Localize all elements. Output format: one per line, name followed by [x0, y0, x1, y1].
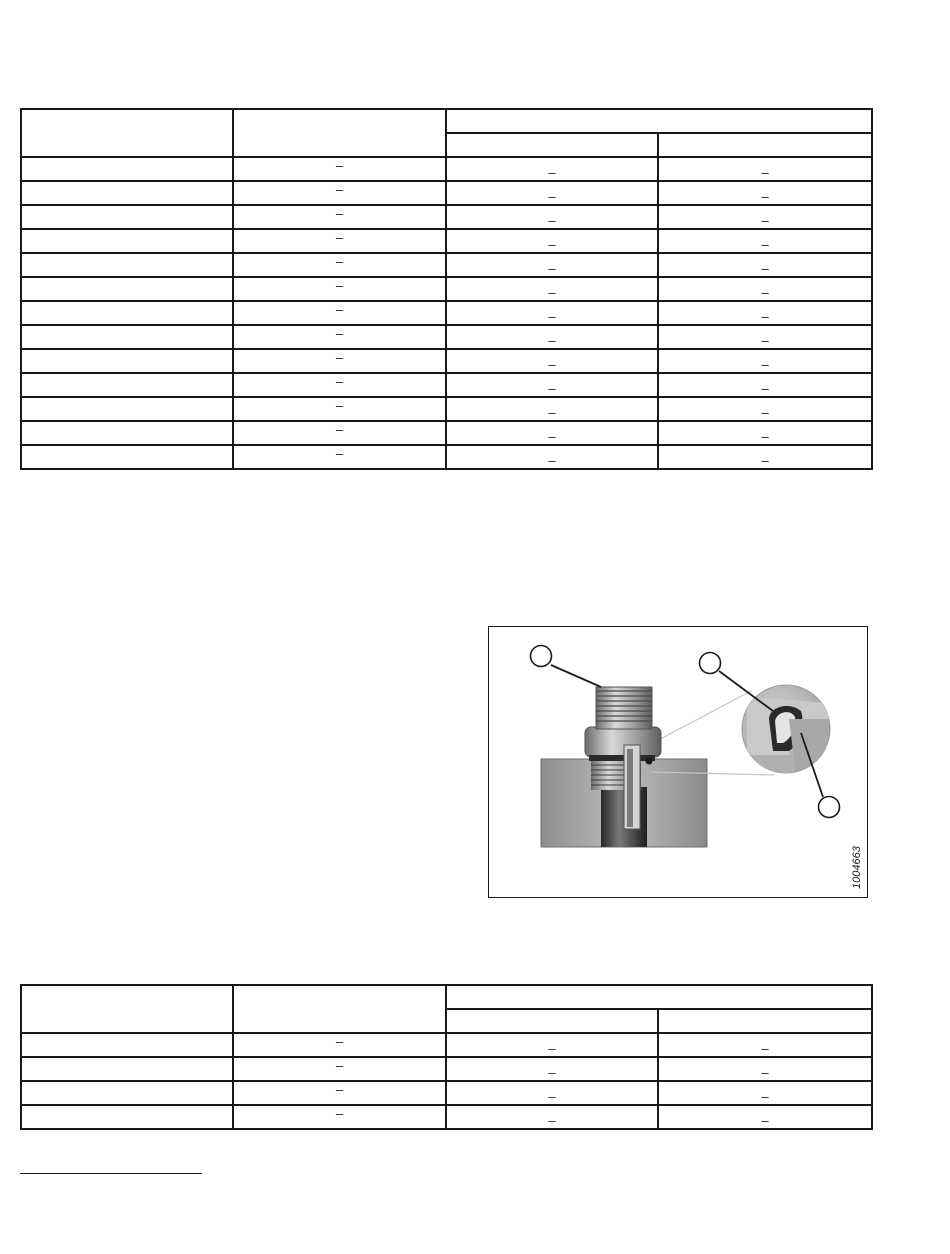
dash-mark: –	[335, 301, 344, 317]
o-ring-seat	[589, 755, 655, 761]
dash-mark: –	[335, 325, 344, 341]
dash-mark: –	[548, 380, 556, 396]
dash-mark: –	[761, 1112, 769, 1128]
dash-mark: –	[548, 308, 556, 324]
table-row	[21, 301, 872, 325]
table-row	[21, 373, 872, 397]
dash-mark: –	[335, 229, 344, 245]
dash-mark: –	[335, 157, 344, 173]
dash-mark: –	[335, 373, 344, 389]
fitting-illustration	[488, 626, 868, 898]
fitting-diagram-svg	[489, 627, 867, 897]
dash-mark: –	[335, 397, 344, 413]
dash-mark: –	[548, 1064, 556, 1080]
table-2-header-col-1	[21, 985, 233, 1033]
dash-mark: –	[335, 1081, 344, 1097]
table-2-subheader-a	[446, 1009, 658, 1033]
dash-mark: –	[335, 421, 344, 437]
table-row	[21, 277, 872, 301]
dash-mark: –	[335, 1033, 344, 1049]
dash-mark: –	[761, 236, 769, 252]
dash-mark: –	[548, 260, 556, 276]
table-row	[21, 229, 872, 253]
o-ring-section	[646, 758, 653, 765]
footnote-separator	[20, 1173, 202, 1174]
dash-mark: –	[761, 164, 769, 180]
dash-mark: –	[335, 181, 344, 197]
callout-marker-3	[819, 797, 840, 818]
table-row	[21, 421, 872, 445]
dash-mark: –	[761, 380, 769, 396]
dash-mark: –	[761, 332, 769, 348]
table-1-header-col-2	[233, 109, 446, 157]
dash-mark: –	[335, 253, 344, 269]
dash-mark: –	[761, 212, 769, 228]
table-row	[21, 349, 872, 373]
table-1-header-group	[446, 109, 872, 133]
table-2-header-group	[446, 985, 872, 1009]
table-2-subheader-b	[658, 1009, 872, 1033]
dash-mark: –	[761, 188, 769, 204]
dash-mark: –	[761, 1088, 769, 1104]
dash-mark: –	[335, 1105, 344, 1121]
table-row	[21, 181, 872, 205]
dash-mark: –	[335, 1057, 344, 1073]
dash-mark: –	[548, 404, 556, 420]
table-row	[21, 253, 872, 277]
callout-marker-2	[700, 653, 721, 674]
dash-mark: –	[548, 1088, 556, 1104]
table-row	[21, 205, 872, 229]
table-1-subheader-a	[446, 133, 658, 157]
table-row	[21, 1081, 872, 1105]
dash-mark: –	[761, 452, 769, 468]
dash-mark: –	[335, 445, 344, 461]
table-row	[21, 157, 872, 181]
dash-mark: –	[548, 188, 556, 204]
dash-mark: –	[761, 404, 769, 420]
callout-marker-1	[531, 646, 552, 667]
dash-mark: –	[335, 349, 344, 365]
dash-mark: –	[548, 1040, 556, 1056]
dash-mark: –	[548, 428, 556, 444]
dash-mark: –	[548, 1112, 556, 1128]
table-row	[21, 397, 872, 421]
table-row	[21, 325, 872, 349]
dash-mark: –	[548, 212, 556, 228]
fitting-body	[596, 687, 652, 729]
table-1-subheader-b	[658, 133, 872, 157]
dash-mark: –	[548, 284, 556, 300]
dash-mark: –	[761, 356, 769, 372]
dash-mark: –	[761, 428, 769, 444]
dash-mark: –	[761, 308, 769, 324]
dash-mark: –	[761, 284, 769, 300]
dash-mark: –	[761, 1040, 769, 1056]
table-row	[21, 1105, 872, 1129]
table-row	[21, 1057, 872, 1081]
figure-code: 1004663	[851, 846, 863, 889]
dash-mark: –	[548, 356, 556, 372]
dash-mark: –	[761, 1064, 769, 1080]
dash-mark: –	[761, 260, 769, 276]
spec-table-2	[20, 984, 873, 1130]
callout-leader-1	[551, 665, 601, 687]
dash-mark: –	[548, 164, 556, 180]
locknut	[585, 727, 661, 757]
table-row	[21, 445, 872, 469]
dash-mark: –	[548, 236, 556, 252]
dash-mark: –	[335, 277, 344, 293]
table-2-header-col-2	[233, 985, 446, 1033]
dash-mark: –	[335, 205, 344, 221]
dash-mark: –	[548, 332, 556, 348]
spec-table-1	[20, 108, 873, 470]
zoom-lead-line	[649, 691, 751, 745]
table-row	[21, 1033, 872, 1057]
dash-mark: –	[548, 452, 556, 468]
table-1-header-col-1	[21, 109, 233, 157]
